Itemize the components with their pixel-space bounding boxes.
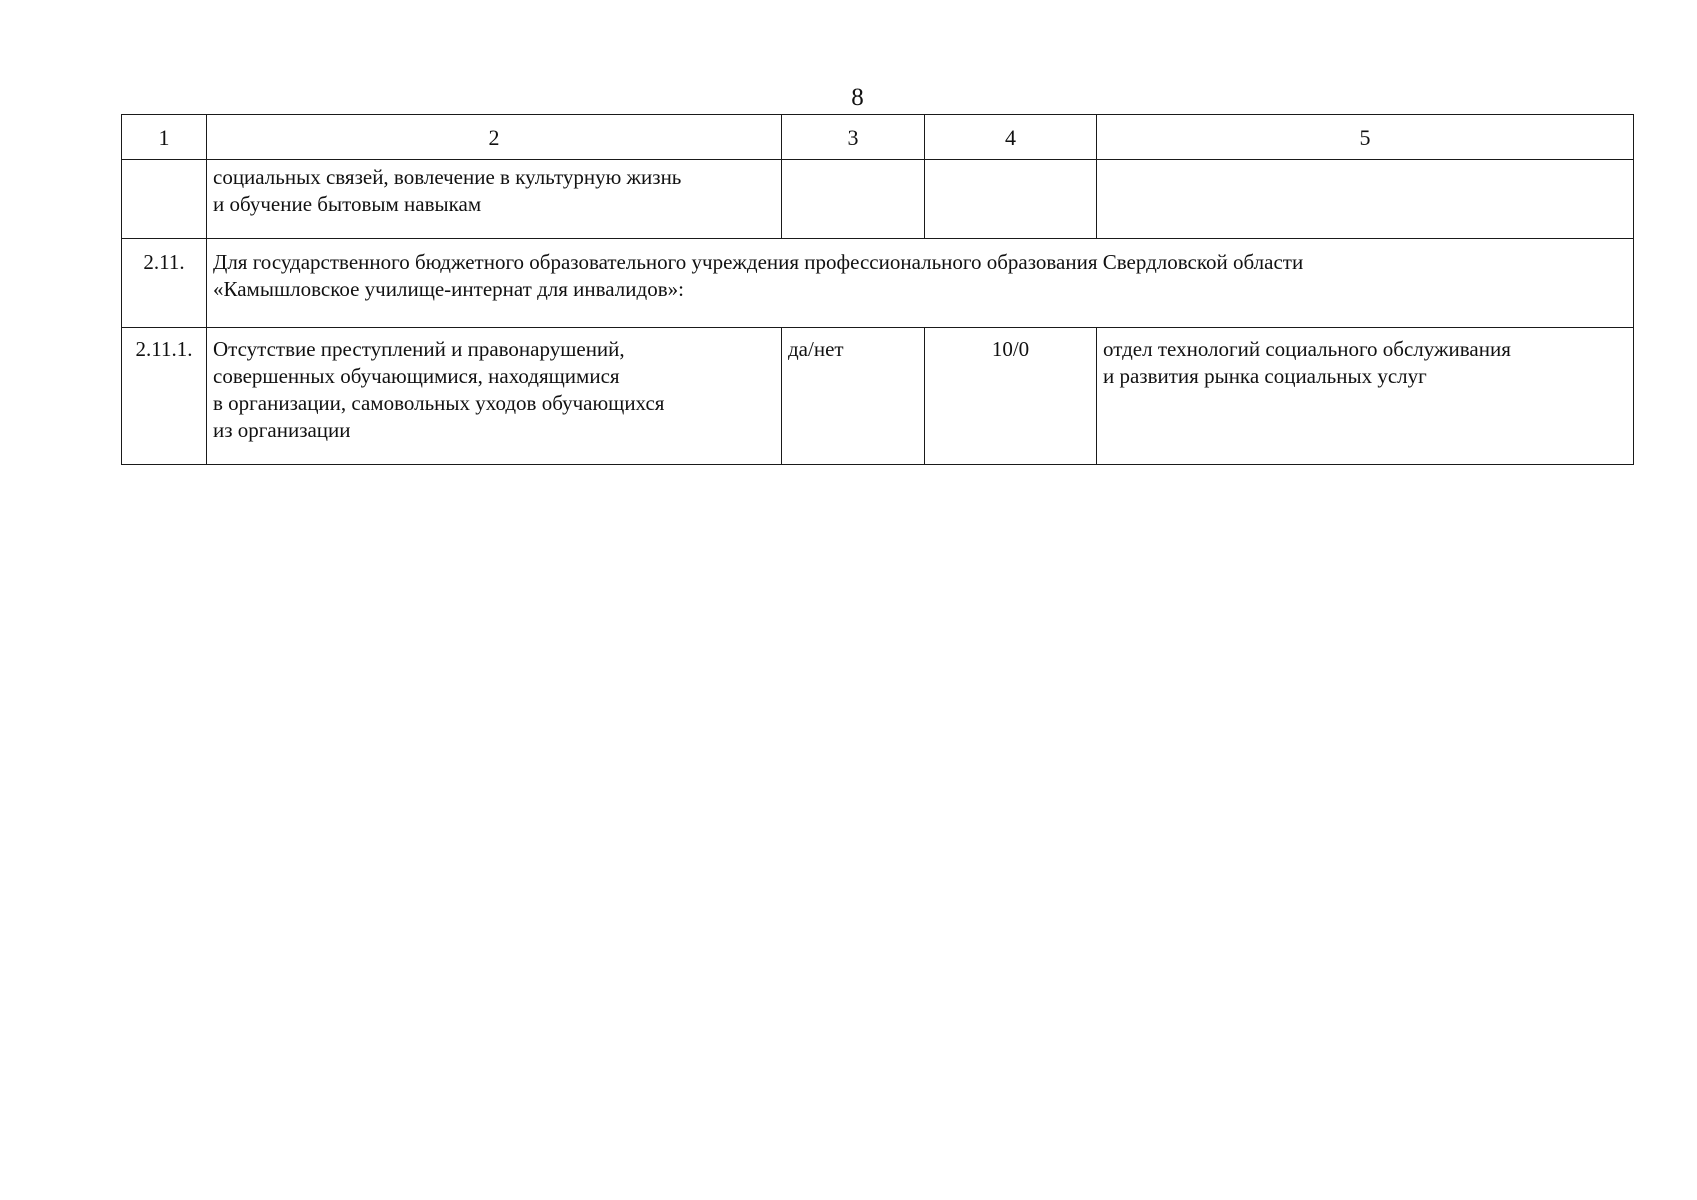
cell-number-empty [122, 160, 207, 239]
page-number: 8 [851, 84, 864, 111]
text-line: в организации, самовольных уходов обучающихся [213, 391, 665, 415]
table-row-item [122, 328, 1634, 465]
cell-responsible [1097, 328, 1634, 465]
cell-value-empty [925, 160, 1097, 239]
table-row-continuation [122, 160, 1634, 239]
cell-indicator [207, 328, 782, 465]
header-cell-2: 2 [207, 115, 782, 160]
text-line: отдел технологий социального обслуживания [1103, 337, 1511, 361]
text-line: и обучение бытовым навыкам [213, 192, 482, 216]
cell-unit-empty [782, 160, 925, 239]
indicators-table [121, 114, 1634, 465]
table-header-row [122, 115, 1634, 160]
cell-section-number: 2.11. [122, 239, 207, 328]
text-line: и развития рынка социальных услуг [1103, 364, 1427, 388]
table-row-section [122, 239, 1634, 328]
header-cell-5: 5 [1097, 115, 1634, 160]
text-line: совершенных обучающимися, находящимися [213, 364, 620, 388]
header-cell-1: 1 [122, 115, 207, 160]
cell-section-title [207, 239, 1634, 328]
header-cell-3: 3 [782, 115, 925, 160]
text-line: из организации [213, 418, 351, 442]
cell-item-number: 2.11.1. [122, 328, 207, 465]
text-line: Отсутствие преступлений и правонарушений, [213, 337, 625, 361]
text-line: «Камышловское училище-интернат для инвалидов»: [213, 277, 684, 301]
cell-indicator-continuation [207, 160, 782, 239]
cell-unit: да/нет [782, 328, 925, 465]
text-line: социальных связей, вовлечение в культурную жизнь [213, 165, 682, 189]
text-line: Для государственного бюджетного образовательного учреждения профессионального образования Свердловской области [213, 250, 1304, 274]
cell-value: 10/0 [925, 328, 1097, 465]
header-cell-4: 4 [925, 115, 1097, 160]
cell-responsible-empty [1097, 160, 1634, 239]
